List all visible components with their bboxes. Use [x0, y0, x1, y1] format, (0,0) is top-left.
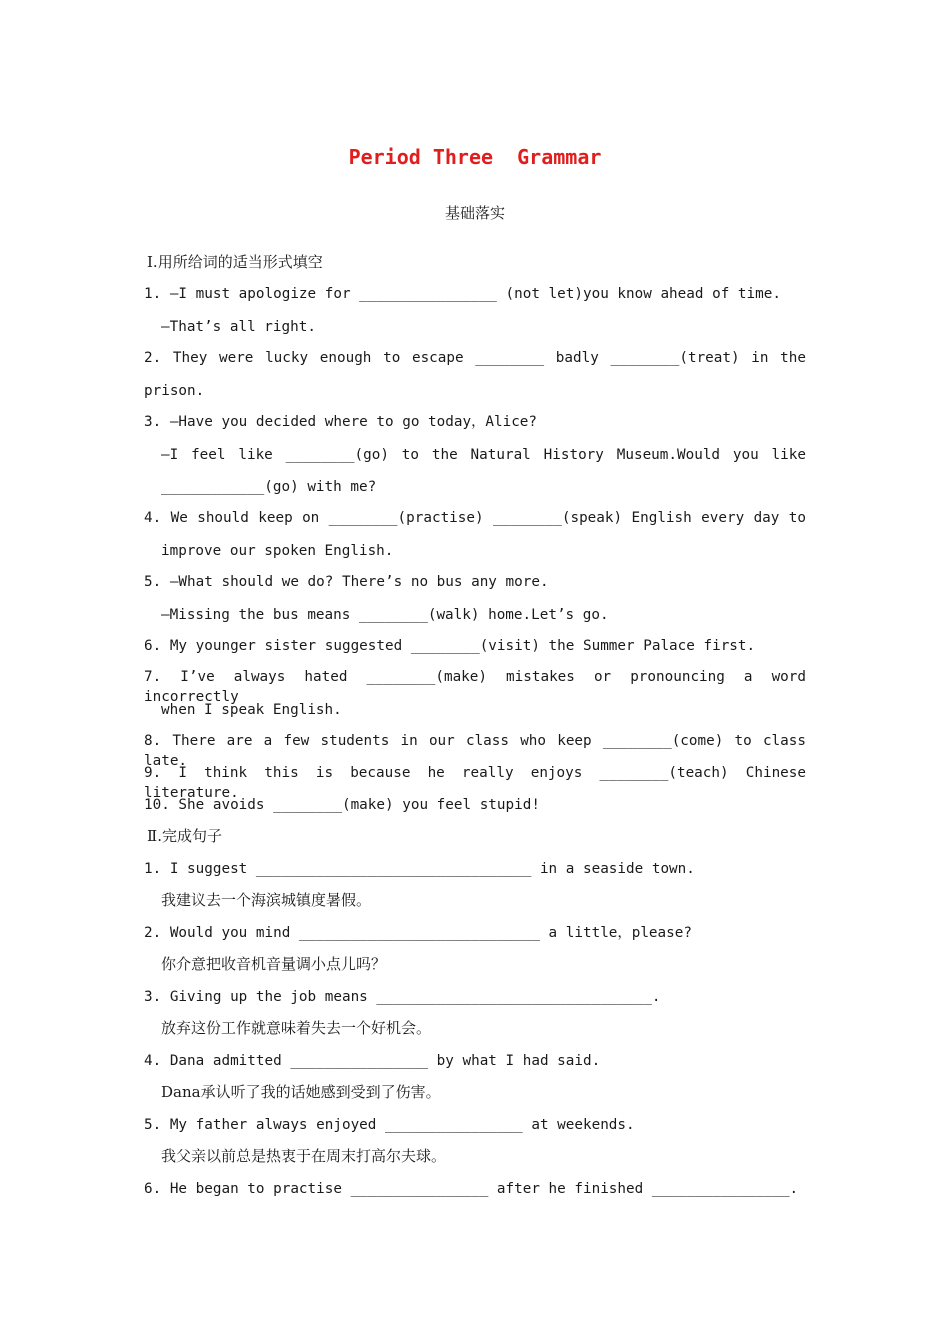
q1-2-line: 2. They were lucky enough to escape ________ badly ________(treat) in the	[144, 350, 806, 366]
q1-1-reply: —That’s all right.	[161, 319, 316, 335]
q1-3-reply: —I feel like ________(go) to the Natural History Museum.Would you like	[161, 447, 806, 463]
q2-3-line: 3. Giving up the job means ________________________________.	[144, 989, 661, 1005]
q1-5-reply: —Missing the bus means ________(walk) home.Let’s go.	[161, 607, 609, 623]
page-subtitle: 基础落实	[444, 204, 505, 222]
q1-7-cont: when I speak English.	[161, 702, 342, 718]
q1-3-line: 3. —Have you decided where to go today，Alice?	[144, 414, 538, 430]
q1-2-cont: prison.	[144, 383, 205, 399]
q1-3-cont: ____________(go) with me?	[161, 479, 377, 495]
q2-1-line: 1. I suggest ________________________________ in a seaside town.	[144, 861, 695, 877]
page-title: Period Three Grammar	[348, 145, 602, 169]
q1-8-line: 8. There are a few students in our class who keep ________(come) to class late.	[144, 733, 806, 769]
q1-6-line: 6. My younger sister suggested ________(visit) the Summer Palace first.	[144, 638, 756, 654]
q1-9-line: 9. I think this is because he really enjoys ________(teach) Chinese literature.	[144, 765, 806, 801]
section-1-heading: Ⅰ.用所给词的适当形式填空	[147, 253, 323, 271]
q1-5-line: 5. —What should we do? There’s no bus any more.	[144, 574, 549, 590]
q2-3-cn: 放弃这份工作就意味着失去一个好机会。	[161, 1019, 432, 1037]
section-2-heading: Ⅱ.完成句子	[147, 827, 222, 845]
q2-5-line: 5. My father always enjoyed ________________ at weekends.	[144, 1117, 635, 1133]
q2-2-line: 2. Would you mind ____________________________ a little，please?	[144, 925, 692, 941]
q1-4-line: 4. We should keep on ________(practise) ________(speak) English every day to	[144, 510, 806, 526]
q1-4-cont: improve our spoken English.	[161, 543, 394, 559]
q1-10-line: 10. She avoids ________(make) you feel stupid!	[144, 797, 540, 813]
q1-7-line: 7. I’ve always hated ________(make) mistakes or pronouncing a word incorrectly	[144, 669, 806, 705]
q2-6-line: 6. He began to practise ________________ after he finished ________________.	[144, 1181, 799, 1197]
q1-1-line: 1. —I must apologize for ________________ (not let)you know ahead of time.	[144, 286, 781, 302]
q2-5-cn: 我父亲以前总是热衷于在周末打高尔夫球。	[161, 1147, 447, 1165]
q2-4-cn: Dana承认听了我的话她感到受到了伤害。	[161, 1083, 441, 1101]
q2-4-line: 4. Dana admitted ________________ by what I had said.	[144, 1053, 601, 1069]
q2-1-cn: 我建议去一个海滨城镇度暑假。	[161, 891, 372, 909]
q2-2-cn: 你介意把收音机音量调小点儿吗？	[161, 955, 387, 973]
